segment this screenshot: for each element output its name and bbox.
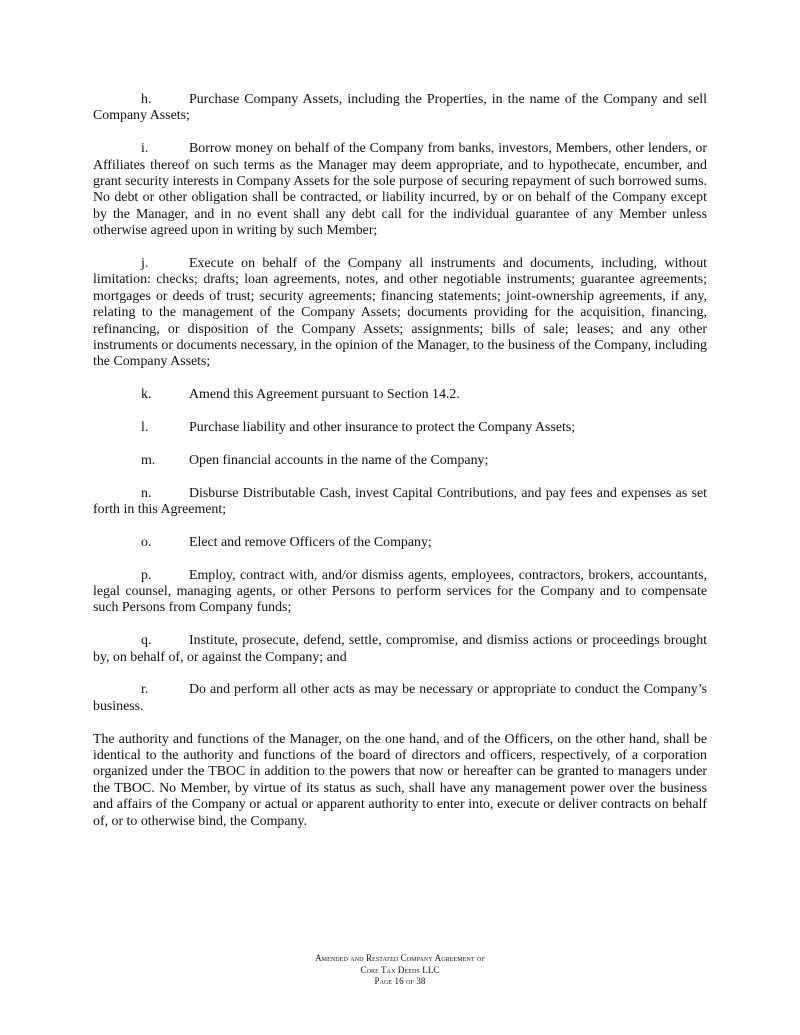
list-item <box>93 682 707 715</box>
item-label: l. <box>141 420 149 436</box>
item-text: Elect and remove Officers of the Company; <box>189 534 432 550</box>
item-label: o. <box>141 534 152 550</box>
closing-paragraph: The authority and functions of the Manager, on the one hand, and of the Officers, on the other hand, shall be identical to the authority and functions of the board of directors and officers, respectively, of a corporation organized under the TBOC in addition to the powers that now or hereafter can be granted to managers under the TBOC. No Member, by virtue of its status as such, shall have any management power over the business and affairs of the Company or actual or apparent authority to enter into, execute or deliver contracts on behalf of, or to otherwise bind, the Company. <box>93 731 707 829</box>
item-text: Purchase liability and other insurance to protect the Company Assets; <box>189 420 576 436</box>
item-text: Execute on behalf of the Company all instruments and documents, including, without limitation: checks; drafts; loan agreements, notes, and other negotiable instruments; guarantee agreements; mortgages or deeds of trust; security agreements; financing statements; joint-ownership agreements, if any, relating to the management of the Company Assets; documents providing for the acquisition, financing, refinancing, or disposition of the Company Assets; assignments; bills of sale; leases; and any other instruments or documents necessary, in the opinion of the Manager, to the business of the Company, including the Company Assets; <box>93 256 707 370</box>
list-item <box>93 535 707 551</box>
list-item <box>93 92 707 125</box>
list-item <box>93 387 707 403</box>
item-text: Do and perform all other acts as may be necessary or appropriate to conduct the Company’s business. <box>93 682 707 714</box>
list-item <box>93 568 707 617</box>
item-label: i. <box>141 141 149 157</box>
footer-company: Core Tax Deeds LLC <box>360 964 440 975</box>
page-footer <box>0 953 800 988</box>
list-item <box>93 453 707 469</box>
item-label: j. <box>141 256 149 272</box>
item-text: Amend this Agreement pursuant to Section 14.2. <box>189 387 460 403</box>
list-item <box>93 486 707 519</box>
item-label: p. <box>141 567 152 583</box>
item-label: m. <box>141 452 156 468</box>
item-label: h. <box>141 92 152 107</box>
item-text: Disburse Distributable Cash, invest Capital Contributions, and pay fees and expenses as set forth in this Agreement; <box>93 485 707 518</box>
list-item <box>93 141 707 239</box>
item-text: Open financial accounts in the name of the Company; <box>189 452 489 468</box>
item-label: r. <box>141 682 149 698</box>
item-label: n. <box>141 485 152 501</box>
item-text: Employ, contract with, and/or dismiss agents, employees, contractors, brokers, accountants, legal counsel, managing agents, or other Persons to perform services for the Company and to compensate such Persons from Company funds; <box>93 567 707 616</box>
document-body <box>93 92 707 830</box>
list-item <box>93 633 707 666</box>
item-text: Institute, prosecute, defend, settle, compromise, and dismiss actions or proceedings brought by, on behalf of, or against the Company; and <box>93 633 707 665</box>
item-text: Purchase Company Assets, including the Properties, in the name of the Company and sell Company Assets; <box>93 92 707 124</box>
item-text: Borrow money on behalf of the Company from banks, investors, Members, other lenders, or Affiliates thereof on such terms as the Manager may deem appropriate, and to hypothecate, encumber, and grant security interests in Company Assets for the sole purpose of securing repayment of such borrowed sums. No debt or other obligation shall be contracted, or liability incurred, by or on behalf of the Company except by the Manager, and in no event shall any debt call for the individual guarantee of any Member unless otherwise agreed upon in writing by such Member; <box>93 141 707 239</box>
footer-page-number: Page 16 of 38 <box>374 976 426 986</box>
list-item <box>93 420 707 436</box>
item-label: k. <box>141 387 152 403</box>
list-item <box>93 256 707 371</box>
footer-title: Amended and Restated Company Agreement of <box>315 953 485 963</box>
item-label: q. <box>141 633 152 649</box>
